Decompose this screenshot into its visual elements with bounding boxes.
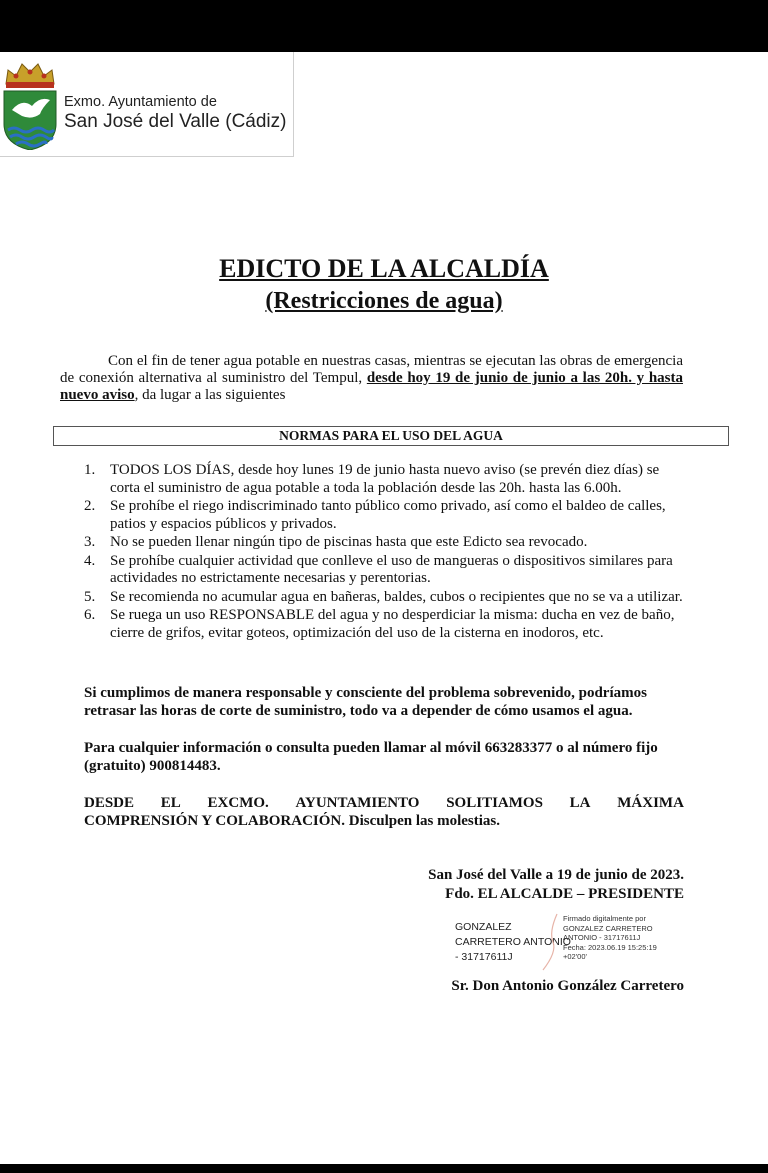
edict-title: EDICTO DE LA ALCALDÍA — [219, 254, 549, 283]
bottom-bar — [0, 1164, 768, 1173]
digital-signature — [455, 912, 695, 972]
appeal-line2: COMPRENSIÓN Y COLABORACIÓN. Disculpen las molestias. — [84, 813, 500, 829]
signature-details — [563, 914, 657, 962]
document-page — [0, 52, 768, 1164]
signature-name-line: - 31717611J — [455, 951, 513, 963]
appeal-line1 — [84, 794, 684, 812]
rule-number: 3. — [84, 534, 96, 550]
signer-name: Sr. Don Antonio González Carretero — [451, 978, 684, 994]
rule-item — [78, 553, 688, 588]
signature-stroke-icon — [535, 912, 565, 972]
municipality-line2: San José del Valle (Cádiz) — [64, 111, 287, 132]
rule-item — [78, 462, 688, 497]
municipality-line1: Exmo. Ayuntamiento de — [64, 94, 217, 110]
municipality-name — [64, 94, 286, 133]
coat-of-arms-logo — [2, 58, 58, 150]
signatory-role: Fdo. EL ALCALDE – PRESIDENTE — [445, 886, 684, 902]
rule-number: 4. — [84, 552, 96, 569]
appeal-word: EXCMO. — [207, 795, 269, 811]
rule-text: Se prohíbe cualquier actividad que conlleve el uso de mangueras o dispositivos similares para actividades no estrictamente necesarias y perentorias. — [110, 552, 673, 586]
rule-text: Se prohíbe el riego indiscriminado tanto público como privado, así como el baldeo de calles, patios y espacios públicos y privados. — [110, 498, 666, 532]
rule-item — [78, 534, 688, 552]
appeal-word: MÁXIMA — [617, 795, 684, 811]
appeal-word: LA — [569, 795, 591, 811]
signature-detail-line: +02'00' — [563, 952, 587, 961]
rule-item — [78, 498, 688, 533]
intro-text: Con el fin de tener agua potable en nuestras casas, mientras se ejecutan las obras de emergencia de conexión alternativa al suministro del Tempul, — [60, 353, 683, 386]
signature-name-line: GONZALEZ — [455, 921, 512, 933]
rule-item — [78, 607, 688, 642]
rule-number: 2. — [84, 498, 96, 514]
appeal-word: EL — [160, 795, 181, 811]
intro-paragraph — [60, 353, 683, 404]
signature-name-line: CARRETERO ANTONIO — [455, 936, 571, 948]
closing-block — [428, 866, 684, 904]
edict-subtitle: (Restricciones de agua) — [265, 288, 503, 314]
rule-item — [78, 589, 688, 607]
rules-list — [78, 462, 688, 643]
rule-text: No se pueden llenar ningún tipo de piscinas hasta que este Edicto sea revocado. — [110, 534, 588, 550]
signature-detail-line: ANTONIO - 31717611J — [563, 933, 641, 942]
intro-highlight: desde hoy 19 de junio de junio a las 20h. y hasta nuevo aviso — [60, 370, 683, 403]
intro-text-end: , da lugar a las siguientes — [134, 387, 286, 403]
appeal-word: SOLITIAMOS — [446, 795, 543, 811]
intro-indent — [60, 353, 108, 369]
letterhead — [0, 52, 294, 157]
signature-detail-line: Firmado digitalmente por — [563, 914, 646, 923]
appeal-word: DESDE — [84, 795, 135, 811]
contact-paragraph: Para cualquier información o consulta pueden llamar al móvil 663283377 o al número fijo (gratuito) 900814483. — [84, 740, 658, 774]
place-date: San José del Valle a 19 de junio de 2023. — [428, 867, 684, 883]
signature-detail-line: Fecha: 2023.06.19 15:25:19 — [563, 942, 657, 952]
rule-number: 6. — [84, 607, 96, 623]
signature-detail-line: GONZALEZ CARRETERO — [563, 923, 653, 933]
norms-heading: NORMAS PARA EL USO DEL AGUA — [53, 426, 729, 446]
appeal-paragraph — [84, 794, 684, 830]
appeal-word: AYUNTAMIENTO — [295, 795, 420, 811]
rule-text: Se ruega un uso RESPONSABLE del agua y no desperdiciar la misma: ducha en vez de baño, cierre de grifos, evitar goteos, optimización del uso de la cisterna en inodoros, etc. — [110, 607, 675, 641]
rule-text: TODOS LOS DÍAS, desde hoy lunes 19 de junio hasta nuevo aviso (se prevén diez días) se corta el suministro de agua potable a toda la población desde las 20h. hasta las 6.00h. — [110, 462, 660, 496]
rule-number: 1. — [84, 462, 96, 478]
responsibility-paragraph: Si cumplimos de manera responsable y consciente del problema sobrevenido, podríamos retrasar las horas de corte de suministro, todo va a depender de cómo usamos el agua. — [84, 685, 647, 719]
rule-number: 5. — [84, 588, 96, 605]
rule-text: Se recomienda no acumular agua en bañeras, baldes, cubos o recipientes que no se va a utilizar. — [110, 588, 683, 605]
